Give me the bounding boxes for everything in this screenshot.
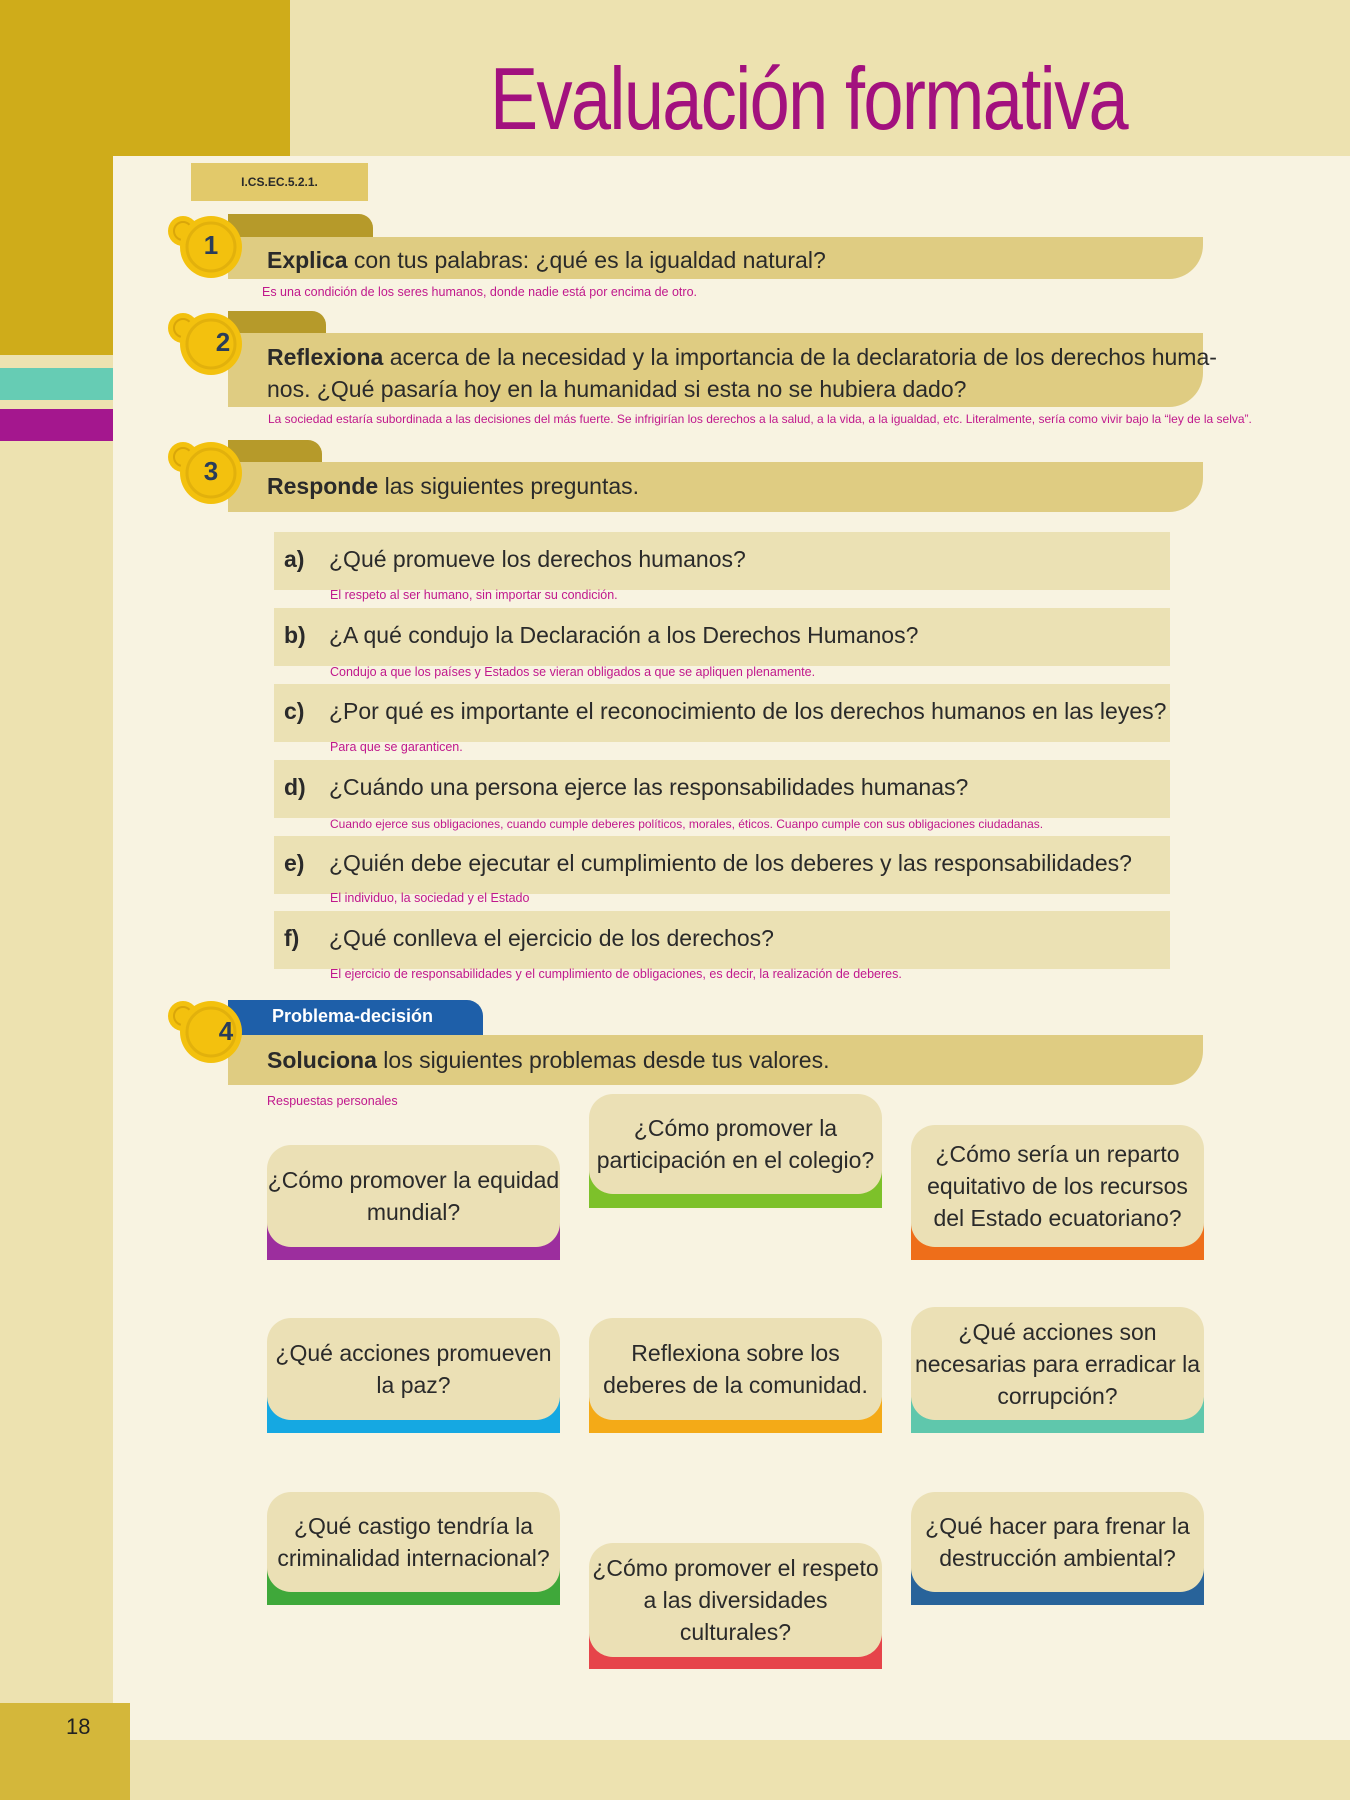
sub-question-text: ¿A qué condujo la Declaración a los Derechos Humanos? xyxy=(329,622,919,648)
problema-decision-tab xyxy=(228,1000,483,1036)
card-text: ¿Cómo promover el respeto a las diversidades culturales? xyxy=(589,1543,882,1657)
sub-question-row xyxy=(274,532,1170,590)
sub-question-answer: Condujo a que los países y Estados se vieran obligados a que se apliquen plenamente. xyxy=(330,665,816,679)
card-text: ¿Qué hacer para frenar la destrucción ambiental? xyxy=(911,1492,1204,1592)
sub-question-answer: El respeto al ser humano, sin importar su condición. xyxy=(330,588,618,602)
q1-answer: Es una condición de los seres humanos, donde nadie está por encima de otro. xyxy=(262,285,697,299)
teal-accent-bar xyxy=(0,368,113,400)
q3-text: Responde las siguientes preguntas. xyxy=(267,473,640,499)
q2-number: 2 xyxy=(215,327,231,357)
q3-number: 3 xyxy=(203,456,219,486)
sub-question-text: ¿Cuándo una persona ejerce las responsabilidades humanas? xyxy=(329,774,969,800)
page-number-box xyxy=(0,1703,130,1800)
sub-question-row xyxy=(274,911,1170,969)
problem-card xyxy=(911,1125,1204,1260)
card-text: Reflexiona sobre los deberes de la comunidad. xyxy=(589,1318,882,1420)
q4-text: Soluciona los siguientes problemas desde tus valores. xyxy=(267,1047,830,1073)
card-text: ¿Qué acciones son necesarias para erradicar la corrupción? xyxy=(911,1307,1204,1420)
sub-question-letter: b) xyxy=(284,622,306,648)
problem-card xyxy=(267,1318,560,1433)
problem-card xyxy=(589,1094,882,1208)
sub-question-row xyxy=(274,760,1170,818)
sub-question-letter: c) xyxy=(284,698,305,724)
sub-question-answer: El ejercicio de responsabilidades y el cumplimiento de obligaciones, es decir, la realización de deberes. xyxy=(330,967,902,981)
q1-text: Explica con tus palabras: ¿qué es la igualdad natural? xyxy=(267,247,826,273)
sub-question-letter: f) xyxy=(284,925,300,951)
problem-card xyxy=(589,1318,882,1433)
card-text: ¿Cómo promover la participación en el colegio? xyxy=(589,1094,882,1194)
sub-question-row xyxy=(274,608,1170,666)
sub-question-text: ¿Por qué es importante el reconocimiento de los derechos humanos en las leyes? xyxy=(329,698,1167,724)
card-text: ¿Qué castigo tendría la criminalidad internacional? xyxy=(267,1492,560,1592)
sub-question-letter: a) xyxy=(284,546,305,572)
q4-answer: Respuestas personales xyxy=(267,1094,398,1108)
problem-card xyxy=(911,1307,1204,1433)
q2-text-line2: nos. ¿Qué pasaría hoy en la humanidad si esta no se hubiera dado? xyxy=(267,376,967,402)
card-text: ¿Cómo sería un reparto equitativo de los recursos del Estado ecuatoriano? xyxy=(911,1125,1204,1247)
sub-question-text: ¿Qué promueve los derechos humanos? xyxy=(329,546,746,572)
problem-card xyxy=(267,1492,560,1605)
sub-question-answer: Cuando ejerce sus obligaciones, cuando cumple deberes políticos, morales, éticos. Cuanpo cumple con sus obligaciones ciudadanas. xyxy=(330,817,1044,831)
q2-answer: La sociedad estaría subordinada a las decisiones del más fuerte. Se infrigirían los derechos a la salud, a la vida, a la igualdad, etc. Literalmente, sería como vivir bajo la “ley de la selva”. xyxy=(268,412,1252,426)
card-text: ¿Qué acciones promueven la paz? xyxy=(267,1318,560,1420)
sub-question-row xyxy=(274,684,1170,742)
card-text: ¿Cómo promover la equidad mundial? xyxy=(267,1145,560,1247)
page-title: Evaluación formativa xyxy=(490,49,1128,148)
q4-number: 4 xyxy=(218,1016,234,1046)
problema-decision-label: Problema-decisión xyxy=(272,1006,434,1026)
magenta-accent-bar xyxy=(0,409,113,441)
sub-question-text: ¿Qué conlleva el ejercicio de los derechos? xyxy=(329,925,774,951)
sub-question-letter: e) xyxy=(284,850,305,876)
sub-question-row xyxy=(274,836,1170,894)
sub-question-letter: d) xyxy=(284,774,306,800)
q2-text: Reflexiona acerca de la necesidad y la importancia de la declaratoria de los derechos huma- xyxy=(267,344,1217,370)
sub-question-answer: Para que se garanticen. xyxy=(330,740,463,754)
sub-question-answer: El individuo, la sociedad y el Estado xyxy=(330,891,530,905)
q1-number: 1 xyxy=(203,230,219,260)
page-number: 18 xyxy=(66,1714,91,1739)
curriculum-code: I.CS.EC.5.2.1. xyxy=(191,163,368,201)
problem-card xyxy=(911,1492,1204,1605)
problem-card xyxy=(267,1145,560,1260)
problem-card xyxy=(589,1543,882,1669)
sub-question-text: ¿Quién debe ejecutar el cumplimiento de los deberes y las responsabilidades? xyxy=(329,850,1132,876)
